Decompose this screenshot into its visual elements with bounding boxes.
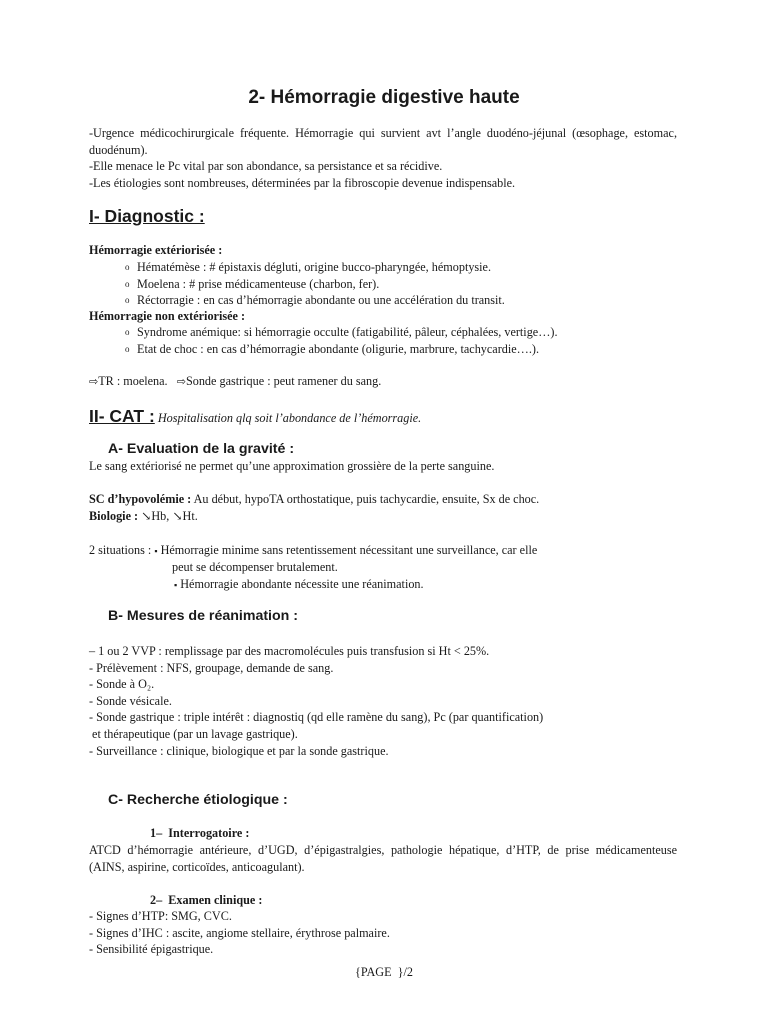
biologie-label: Biologie :	[89, 509, 139, 523]
c1-heading: 1– Interrogatoire :	[150, 826, 250, 840]
list-item: - Prélèvement : NFS, groupage, demande de sang.	[89, 660, 334, 675]
list-item: - Sensibilité épigastrique.	[89, 942, 214, 957]
bullet-icon: o	[125, 262, 130, 272]
intro	[89, 125, 677, 191]
sc-label: SC d’hypovolémie :	[89, 492, 192, 506]
cat-heading: II- CAT :	[89, 406, 155, 426]
biologie-line: Biologie : ↘Hb, ↘Ht.	[89, 509, 198, 523]
section-b-heading: B- Mesures de réanimation :	[108, 608, 299, 624]
list-item: - Sonde à O₂.	[89, 677, 155, 692]
cat-subtitle: Hospitalisation qlq soit l’abondance de l’hémorragie.	[157, 411, 422, 425]
nonext-heading: Hémorragie non extériorisée :	[89, 309, 246, 323]
bullet-icon: o	[125, 295, 130, 306]
list-item: - Surveillance : clinique, biologique et par la sonde gastrique.	[89, 743, 389, 758]
list-item: o Réctorragie : en cas d’hémorragie abondante ou une accélération du transit.	[125, 293, 505, 308]
list-item: – 1 ou 2 VVP : remplissage par des macromolécules puis transfusion si Ht < 25%.	[89, 644, 490, 658]
bullet-icon: o	[125, 343, 130, 354]
situations-line1: 2 situations : ▪ Hémorragie minime sans retentissement nécessitant une surveillance, car elle	[89, 543, 538, 557]
bullet-icon: o	[125, 327, 130, 337]
situations-line2: peut se décompenser brutalement.	[172, 560, 338, 574]
cat-heading-line	[89, 405, 677, 427]
intro-line: -Urgence médicochirurgicale fréquente. Hémorragie qui survient avt l’angle duodéno-jéjunal (œsophage, estomac, duodénum).	[89, 126, 677, 157]
list-item: - Sonde gastrique : triple intérêt : diagnostiq (qd elle ramène du sang), Pc (par quantification)	[89, 710, 544, 725]
list-item: - Sonde vésicale.	[89, 693, 172, 708]
list-item: o Syndrome anémique: si hémorragie occulte (fatigabilité, pâleur, céphalées, vertige…).	[125, 325, 558, 339]
list-item: et thérapeutique (par un lavage gastrique).	[89, 726, 298, 741]
list-item: o Etat de choc : en cas d’hémorragie abondante (oligurie, marbrure, tachycardie….).	[125, 341, 540, 356]
bullet-icon: o	[125, 278, 130, 289]
intro-line: -Elle menace le Pc vital par son abondance, sa persistance et sa récidive.	[89, 159, 443, 174]
diagnostic-heading: I- Diagnostic :	[89, 206, 205, 226]
situations-line3: ▪ Hémorragie abondante nécessite une réanimation.	[174, 577, 424, 591]
square-bullet-icon: ▪	[174, 580, 178, 590]
section-c-heading: C- Recherche étiologique :	[108, 792, 288, 808]
list-item: o Hématémèse : # épistaxis dégluti, origine bucco-pharyngée, hémoptysie.	[125, 260, 492, 274]
nonext-list	[125, 324, 685, 357]
page-title: 2- Hémorragie digestive haute	[248, 87, 520, 108]
section-a-heading: A- Evaluation de la gravité :	[108, 441, 295, 457]
section-b-list	[89, 643, 677, 759]
c2-heading: 2– Examen clinique :	[150, 893, 263, 907]
c1-text: ATCD d’hémorragie antérieure, d’UGD, d’épigastralgies, pathologie hépatique, d’HTP, de prise médicamenteuse (AINS, aspirine, corticoïdes, anticoagulant).	[89, 843, 677, 874]
ext-list	[125, 259, 685, 309]
tr-line: ⇨TR : moelena. ⇨Sonde gastrique : peut ramener du sang.	[89, 374, 382, 388]
section-a-text: Le sang extériorisé ne permet qu’une approximation grossière de la perte sanguine.	[89, 459, 495, 473]
list-item: - Signes d’HTP: SMG, CVC.	[89, 909, 232, 923]
c2-list	[89, 908, 677, 958]
intro-line: -Les étiologies sont nombreuses, déterminées par la fibroscopie devenue indispensable.	[89, 175, 516, 190]
arrow-right-icon: ⇨	[176, 375, 186, 388]
sc-line: SC d’hypovolémie : Au début, hypoTA orthostatique, puis tachycardie, ensuite, Sx de choc.	[89, 492, 540, 506]
list-item: - Signes d’IHC : ascite, angiome stellaire, érythrose palmaire.	[89, 925, 390, 940]
ext-heading: Hémorragie extériorisée :	[89, 243, 223, 257]
arrow-right-icon: ⇨	[89, 375, 99, 388]
list-item: o Moelena : # prise médicamenteuse (charbon, fer).	[125, 276, 380, 291]
square-bullet-icon: ▪	[154, 546, 158, 556]
page-footer: {PAGE }/2	[355, 965, 413, 979]
